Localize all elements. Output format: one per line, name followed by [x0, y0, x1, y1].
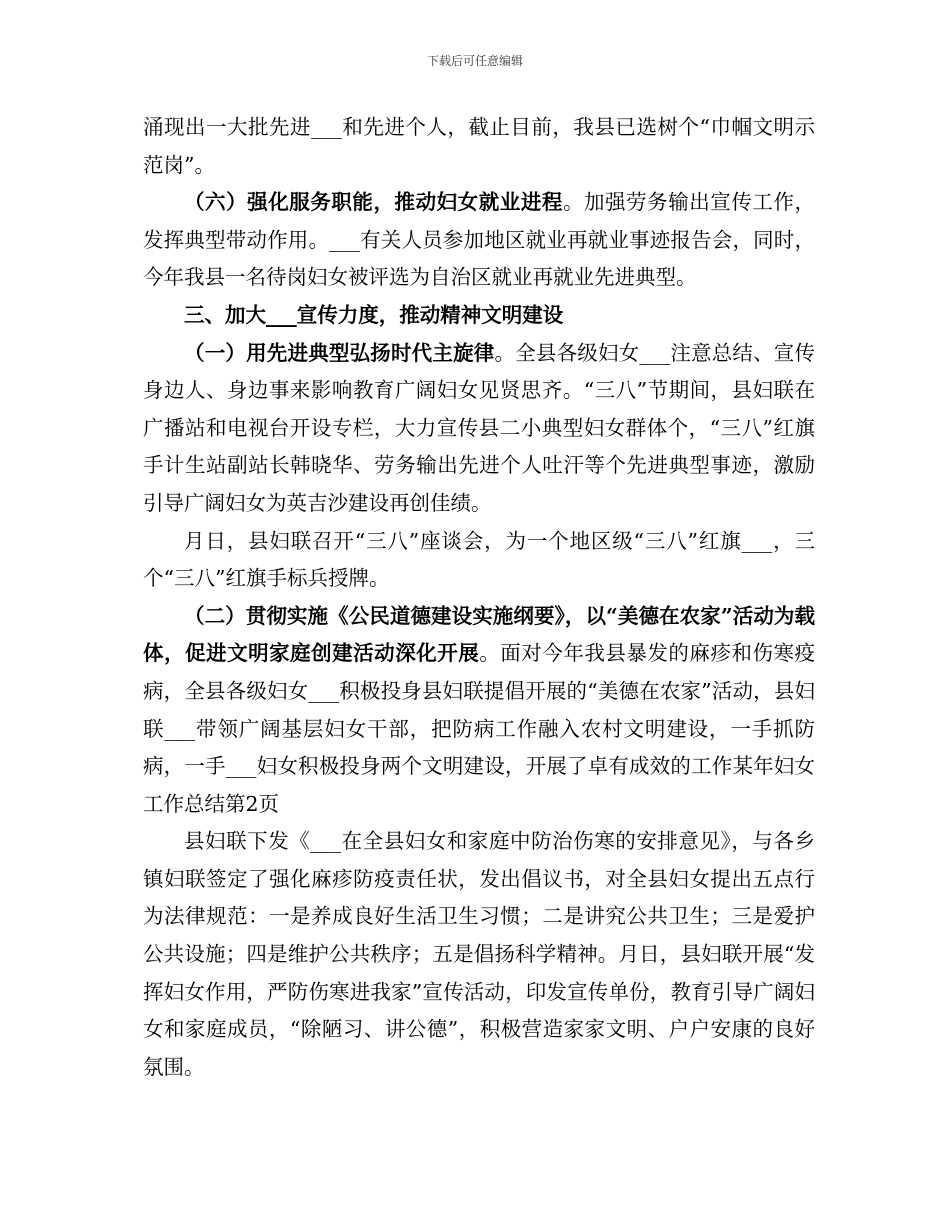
document-body: [143, 109, 815, 1086]
page-header: 下载后可任意编辑: [426, 54, 523, 68]
subsection-two-text: 。面对今年我县暴发的麻疹和伤寒疫病，全县各级妇女___积极投身县妇联提倡开展的“美德在农家”活动，县妇联___带领广阔基层妇女干部，把防病工作融入农村文明建设，一手抓防病，一手___妇女积极投身两个文明建设，开展了卓有成效的工作某年妇女工作总结第2页: [143, 641, 816, 816]
section-three-title: 三、加大___宣传力度，推动精神文明建设: [184, 302, 564, 327]
subsection-one-heading: （一）用先进典型弘扬时代主旋律: [184, 340, 495, 365]
paragraph-subsection-two: [143, 598, 815, 824]
paragraph-section-six: [143, 184, 815, 297]
section-six-text: 。加强劳务输出宣传工作，发挥典型带动作用。___有关人员参加地区就业再就业事迹报告会，同时，今年我县一名待岗妇女被评选为自治区就业再就业先进典型。: [143, 190, 816, 290]
subsection-two-heading: （二）贯彻实施《公民道德建设实施纲要》，以“美德在农家”活动为载体，促进文明家庭创建活动深化开展: [143, 603, 815, 666]
subsection-one-text: 。全县各级妇女___注意总结、宣传身边人、身边事来影响教育广阔妇女见贤思齐。“三八”节期间，县妇联在广播站和电视台开设专栏，大力宣传县二小典型妇女群体个，“三八”红旗手计生站副站长韩晓华、劳务输出先进个人吐汗等个先进典型事迹，激励引导广阔妇女为英吉沙建设再创佳绩。: [143, 340, 816, 515]
paragraph-prevention: 县妇联下发《___在全县妇女和家庭中防治伤寒的安排意见》，与各乡镇妇联签定了强化麻疹防疫责任状，发出倡议书，对全县妇女提出五点行为法律规范：一是养成良好生活卫生习惯；二是讲究公共卫生；三是爱护公共设施；四是维护公共秩序；五是倡扬科学精神。月日，县妇联开展“发挥妇女作用，严防伤寒进我家”宣传活动，印发宣传单份，教育引导广阔妇女和家庭成员，“除陋习、讲公德”，积极营造家家文明、户户安康的良好氛围。: [143, 829, 815, 1079]
paragraph-subsection-one: [143, 335, 815, 523]
paragraph-continuation: 涌现出一大批先进___和先进个人，截止目前，我县已选树个“巾帼文明示范岗”。: [143, 115, 815, 177]
paragraph-meeting: 月日，县妇联召开“三八”座谈会，为一个地区级“三八”红旗___，三个“三八”红旗手标兵授牌。: [143, 528, 815, 591]
section-six-heading: （六）强化服务职能，推动妇女就业进程: [184, 190, 563, 215]
